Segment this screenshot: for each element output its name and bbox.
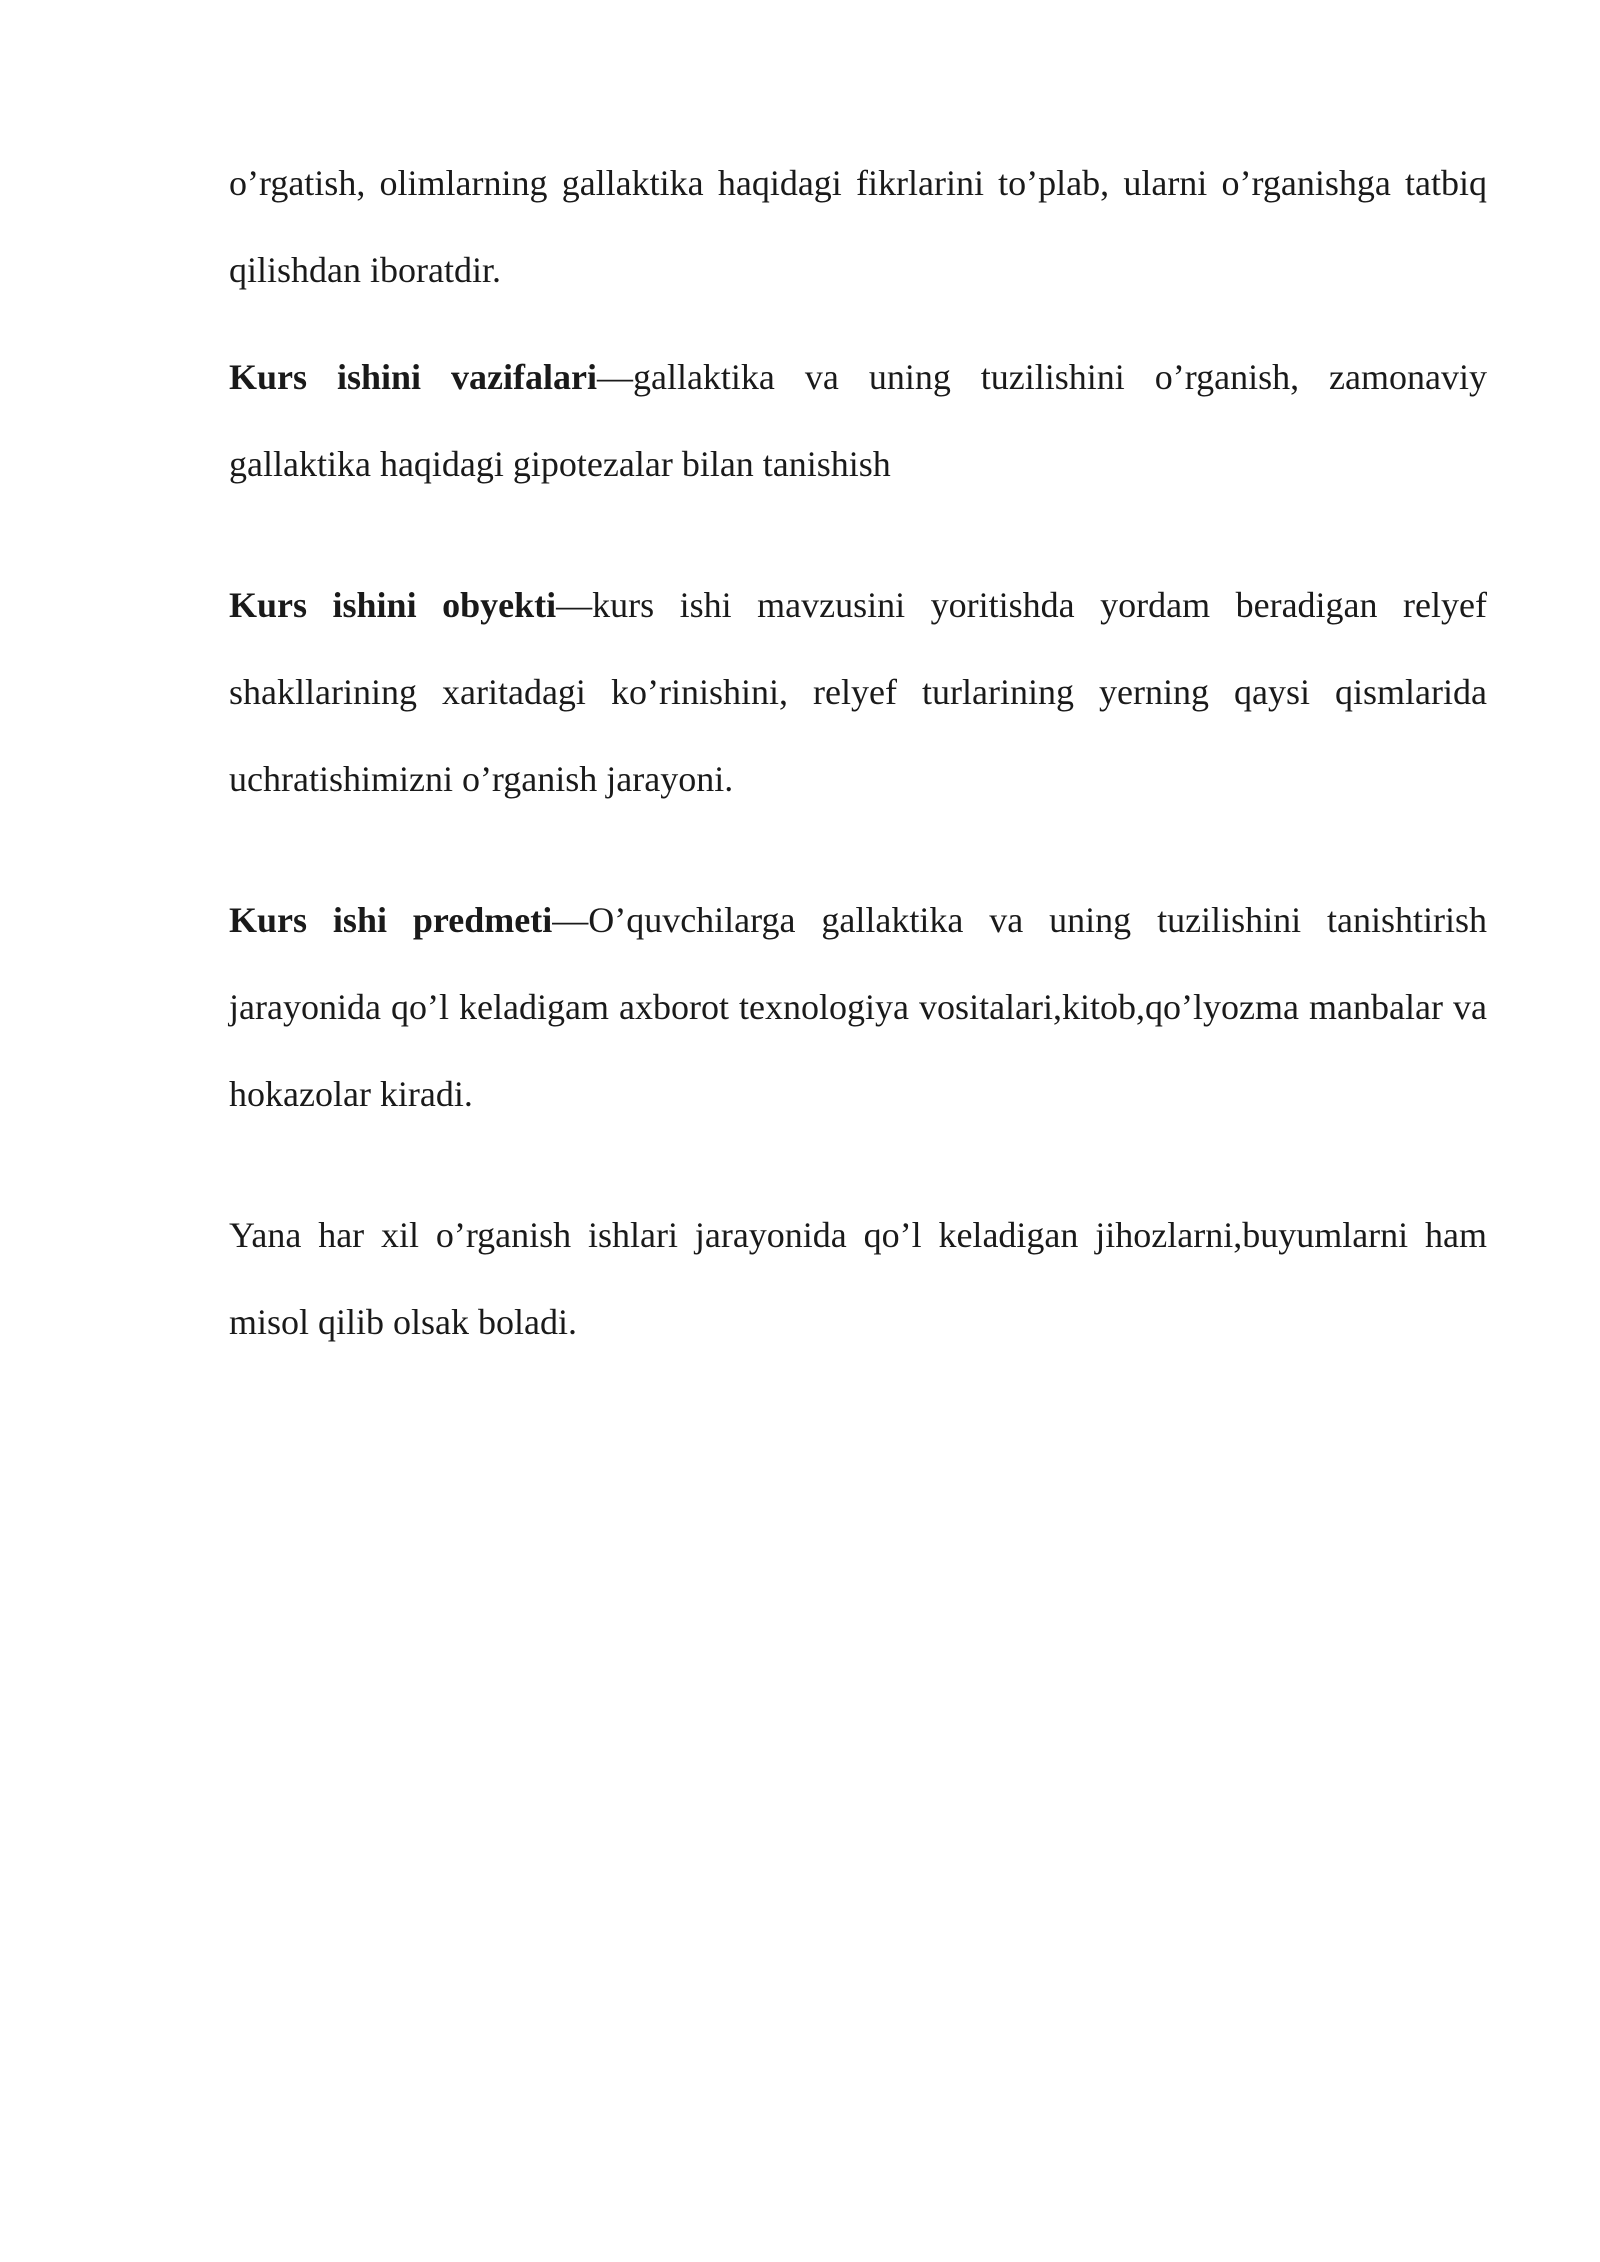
paragraph-term: Kurs ishini vazifalari [229, 357, 597, 397]
paragraph-text: —O’quvchilarga gallaktika va uning tuzilishini tanishtirish jarayonida qo’l keladigam axborot texnologiya vositalari,kitob,qo’lyozma manbalar va hokazolar kiradi. [229, 900, 1487, 1114]
paragraph-tasks [229, 334, 1487, 508]
paragraph-object [229, 562, 1487, 823]
paragraph-text: o’rgatish, olimlarning gallaktika haqidagi fikrlarini to’plab, ularni o’rganishga tatbiq qilishdan iboratdir. [229, 163, 1487, 290]
paragraph-subject [229, 877, 1487, 1138]
paragraph-term: Kurs ishini obyekti [229, 585, 557, 625]
paragraph-closing [229, 1192, 1487, 1366]
paragraph-intro-continuation [229, 140, 1487, 314]
paragraph-text: —gallaktika va uning tuzilishini o’rganish, zamonaviy gallaktika haqidagi gipotezalar bilan tanishish [229, 357, 1487, 484]
document-body [229, 140, 1487, 1366]
paragraph-text: Yana har xil o’rganish ishlari jarayonida qo’l keladigan jihozlarni,buyumlarni ham misol qilib olsak boladi. [229, 1215, 1487, 1342]
paragraph-term: Kurs ishi predmeti [229, 900, 553, 940]
paragraph-text: —kurs ishi mavzusini yoritishda yordam beradigan relyef shakllarining xaritadagi ko’rinishini, relyef turlarining yerning qaysi qismlarida uchratishimizni o’rganish jarayoni. [229, 585, 1487, 799]
